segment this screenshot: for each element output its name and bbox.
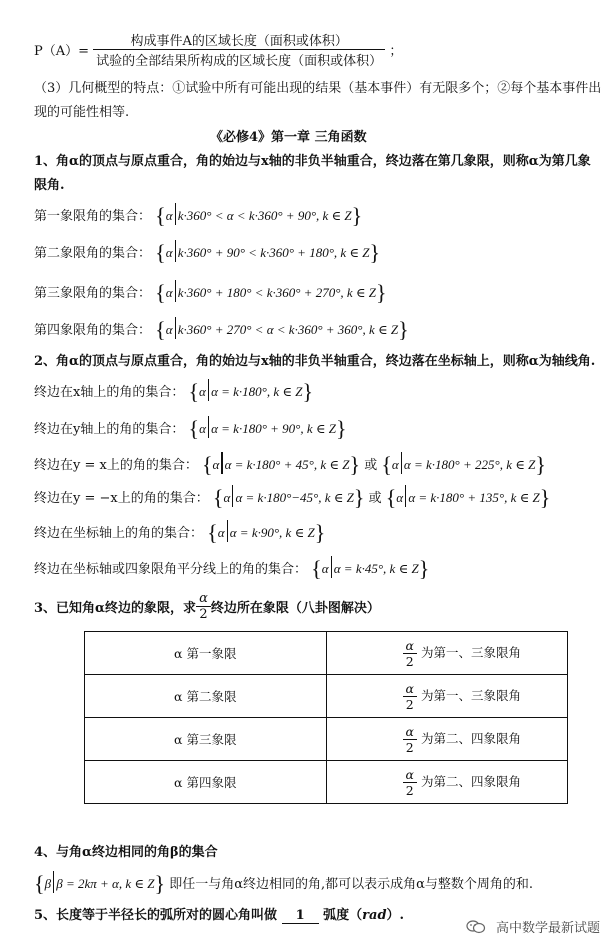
geo-line-2: 现的可能性相等. (34, 105, 130, 120)
set-expression: {α α = k·180° + 90°, k ∈ Z} (188, 416, 347, 441)
y-equals-neg-x-row (34, 485, 550, 509)
s5-post: 弧度（ (323, 908, 363, 923)
set-expression: {α α = k·180°, k ∈ Z} (188, 379, 314, 404)
set-expression: {α α = k·45°, k ∈ Z} (311, 556, 430, 581)
prob-end: ； (389, 44, 403, 59)
row-label: 第三象限角的集合： (34, 286, 152, 301)
s3-title (34, 591, 380, 622)
axes-row (34, 520, 325, 544)
row-label: 第二象限角的集合： (34, 246, 152, 261)
table-row (85, 718, 568, 761)
prob-denominator: 试验的全部结果所构成的区域长度（面积或体积） (93, 49, 385, 69)
y-equals-x-row (34, 452, 546, 476)
table-cell-left: α 第二象限 (85, 675, 327, 718)
quadrant-3-row (34, 280, 387, 304)
y-axis-row (34, 416, 347, 440)
quadrant-table (84, 631, 568, 804)
table-row (85, 632, 568, 675)
quadrant-2-row (34, 240, 380, 264)
row-label: 终边在y轴上的角的集合： (34, 422, 185, 437)
probability-formula (34, 30, 402, 69)
s3-post: 终边所在象限（八卦图解决） (210, 601, 380, 616)
axes-bisector-row (34, 556, 429, 580)
set-expression-1: {α α = k·180°−45°, k ∈ Z} (212, 485, 365, 510)
row-label: 终边在坐标轴上的角的集合： (34, 526, 204, 541)
table-cell-left: α 第三象限 (85, 718, 327, 761)
table-cell-right: $\frac{\alpha}{2}$ 为第二、四象限角 (326, 718, 568, 761)
s5-unit: rad (362, 908, 387, 923)
wechat-icon (466, 920, 486, 934)
s1-line-2: 限角. (34, 178, 65, 193)
row-label: 终边在y = −x上的角的集合： (34, 491, 209, 506)
watermark-text: 高中数学最新试题 (495, 921, 600, 936)
s5-blank: 1 (282, 908, 319, 924)
s5-line (34, 904, 404, 924)
s5-pre: 5、长度等于半径长的弧所对的圆心角叫做 (34, 908, 278, 923)
set-expression: {α k·360° + 90° < k·360° + 180°, k ∈ Z} (155, 240, 381, 265)
s1-line-1: 1、角α的顶点与原点重合，角的始边与x轴的非负半轴重合，终边落在第几象限，则称α为第几象 (34, 154, 591, 169)
watermark (466, 917, 600, 936)
set-expression-2: {α α = k·180° + 225°, k ∈ Z} (381, 452, 546, 477)
row-label: 第四象限角的集合： (34, 323, 152, 338)
set-expression: {α k·360° + 270° < α < k·360° + 360°, k ∈ Z} (155, 317, 409, 342)
row-label: 终边在x轴上的角的集合： (34, 385, 185, 400)
s5-end: ）. (386, 908, 405, 923)
prob-numerator: 构成事件A的区域长度（面积或体积） (130, 34, 348, 49)
prob-fraction (93, 30, 385, 69)
table-cell-left: α 第一象限 (85, 632, 327, 675)
prob-lhs: P（A）= (34, 44, 90, 59)
half-angle-fraction: $\frac{\alpha}{2}$ (196, 591, 211, 622)
s4-title: 4、与角α终边相同的角β的集合 (34, 845, 218, 860)
table-row (85, 675, 568, 718)
x-axis-row (34, 379, 313, 403)
s3-pre: 3、已知角α终边的象限，求 (34, 601, 197, 616)
s4-text: 即任一与角α终边相同的角,都可以表示成角α与整数个周角的和. (169, 877, 534, 892)
chapter-title: 《必修4》第一章 三角函数 (210, 130, 367, 145)
geo-line-1: （3）几何概型的特点：①试验中所有可能出现的结果（基本事件）有无限多个；②每个基本事件出 (34, 81, 602, 96)
s2-line-1: 2、角α的顶点与原点重合，角的始边与x轴的非负半轴重合，终边落在坐标轴上，则称α为轴线角. (34, 354, 596, 369)
table-cell-right: $\frac{\alpha}{2}$ 为第一、三象限角 (326, 675, 568, 718)
s4-row (34, 871, 533, 895)
table-row (85, 761, 568, 804)
or-word: 或 (368, 491, 382, 506)
row-label: 终边在y = x上的角的集合： (34, 458, 198, 473)
quadrant-1-row (34, 203, 362, 227)
table-cell-right: $\frac{\alpha}{2}$ 为第一、三象限角 (326, 632, 568, 675)
table-cell-right: $\frac{\alpha}{2}$ 为第二、四象限角 (326, 761, 568, 804)
set-expression-1: {α α = k·180° + 45°, k ∈ Z} (201, 452, 361, 477)
row-label: 终边在坐标轴或四象限角平分线上的角的集合： (34, 562, 308, 577)
set-expression-2: {α α = k·180° + 135°, k ∈ Z} (385, 485, 551, 510)
table-cell-left: α 第四象限 (85, 761, 327, 804)
row-label: 第一象限角的集合： (34, 209, 152, 224)
set-expression: {α α = k·90°, k ∈ Z} (207, 520, 326, 545)
set-expression: {α k·360° < α < k·360° + 90°, k ∈ Z} (155, 203, 363, 228)
or-word: 或 (364, 458, 378, 473)
quadrant-4-row (34, 317, 409, 341)
set-expression: {β β = 2kπ + α, k ∈ Z} (34, 871, 166, 896)
set-expression: {α k·360° + 180° < k·360° + 270°, k ∈ Z} (155, 280, 387, 305)
